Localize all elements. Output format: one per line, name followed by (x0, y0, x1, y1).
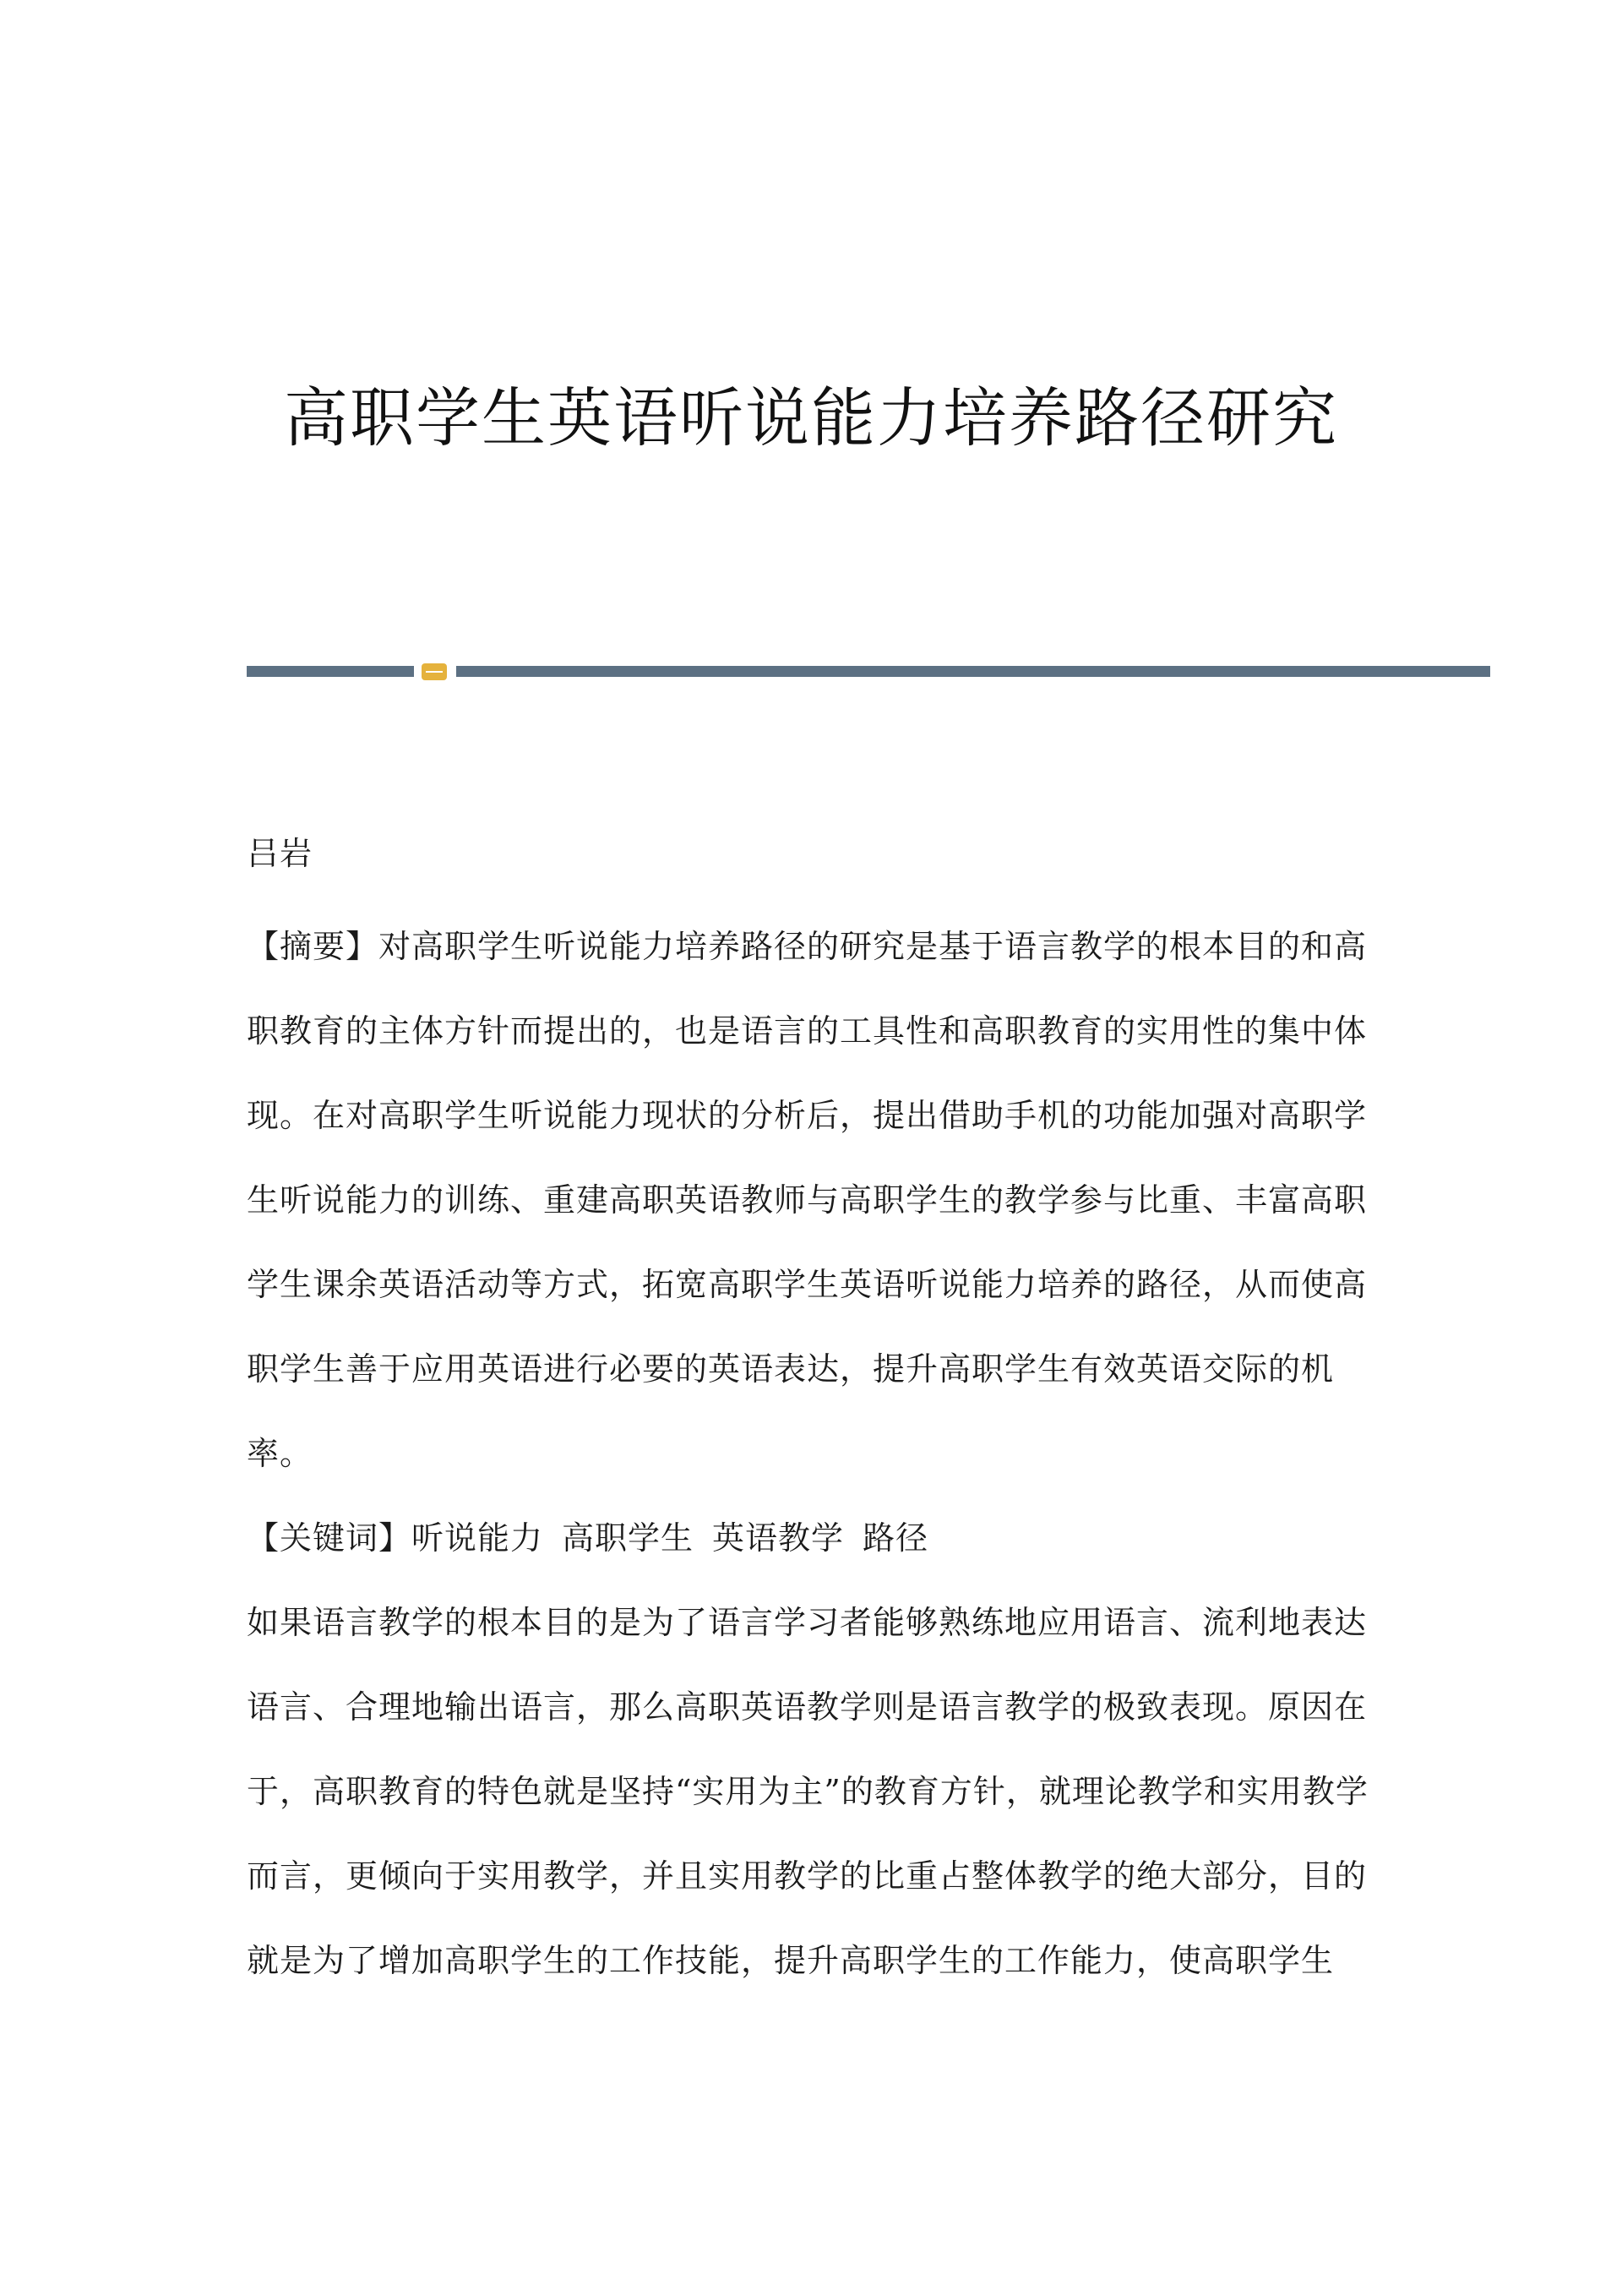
divider-bar-right (456, 666, 1490, 677)
divider-bar-left (247, 666, 414, 677)
title-divider (247, 663, 1490, 677)
keywords-label: 【关键词】 (247, 1519, 412, 1557)
keyword-item: 路径 (863, 1519, 929, 1557)
document-title: 高职学生英语听说能力培养路径研究 (284, 380, 1338, 455)
divider-ornament-icon (422, 663, 447, 680)
keyword-item: 高职学生 (562, 1519, 694, 1557)
keyword-item: 英语教学 (712, 1519, 845, 1557)
document-body (247, 811, 1370, 2003)
abstract-paragraph (247, 904, 1370, 1496)
author-name: 吕岩 (247, 835, 313, 872)
body-paragraph: 如果语言教学的根本目的是为了语言学习者能够熟练地应用语言、流利地表达语言、合理地输出语言，那么高职英语教学则是语言教学的极致表现。原因在于，高职教育的特色就是坚持“实用为主”的教育方针，就理论教学和实用教学而言，更倾向于实用教学，并且实用教学的比重占整体教学的绝大部分，目的就是为了增加高职学生的工作技能，提升高职学生的工作能力，使高职学生 (247, 1604, 1369, 1979)
abstract-label: 【摘要】 (247, 928, 379, 965)
abstract-text: 对高职学生听说能力培养路径的研究是基于语言教学的根本目的和高职教育的主体方针而提出的，也是语言的工具性和高职教育的实用性的集中体现。在对高职学生听说能力现状的分析后，提出借助手机的功能加强对高职学生听说能力的训练、重建高职英语教师与高职学生的教学参与比重、丰富高职学生课余英语活动等方式，拓宽高职学生英语听说能力培养的路径，从而使高职学生善于应用英语进行必要的英语表达，提升高职学生有效英语交际的机率。 (247, 928, 1368, 1472)
keyword-item: 听说能力 (411, 1519, 544, 1557)
keywords-paragraph (247, 1496, 1370, 1580)
